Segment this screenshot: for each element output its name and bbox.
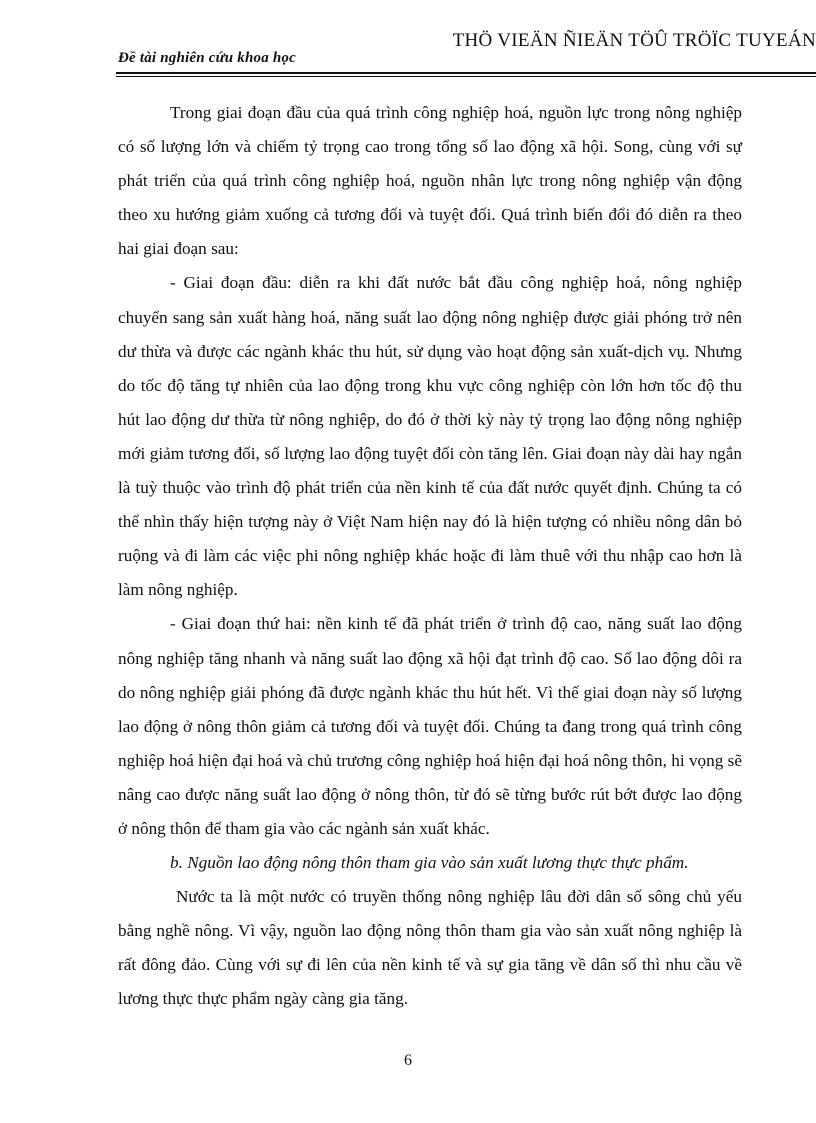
paragraph-stage-two: - Giai đoạn thứ hai: nền kinh tế đã phát triển ở trình độ cao, năng suất lao động nông nghiệp tăng nhanh và năng suất lao động xã hội đạt trình độ cao. Số lao động dôi ra do nông nghiệp giải phóng đã được ngành khác thu hút hết. Vì thế giai đoạn này số lượng lao động ở nông thôn giảm cả tương đối và tuyệt đối. Chúng ta đang trong quá trình công nghiệp hoá hiện đại hoá và chủ trương công nghiệp hoá hiện đại hoá nông thôn, hi vọng sẽ nâng cao được năng suất lao động ở nông thôn, từ đó sẽ từng bước rút bớt được lao động ở nông thôn để tham gia vào các ngành sản xuất khác. <box>118 614 742 838</box>
page-number: 6 <box>404 1052 412 1069</box>
header-document-title: Đề tài nghiên cứu khoa học <box>118 50 296 66</box>
header-divider <box>116 72 816 77</box>
section-heading-b: b. Nguồn lao động nông thôn tham gia vào sản xuất lương thực thực phẩm. <box>170 853 689 873</box>
page-body <box>118 96 742 1017</box>
paragraph-stage-one: - Giai đoạn đầu: diễn ra khi đất nước bắt đầu công nghiệp hoá, nông nghiệp chuyển sang sản xuất hàng hoá, năng suất lao động nông nghiệp được giải phóng trở nên dư thừa và được các ngành khác thu hút, sử dụng vào hoạt động sản xuất-dịch vụ. Nhưng do tốc độ tăng tự nhiên của lao động trong khu vực công nghiệp còn lớn hơn tốc độ thu hút lao động dư thừa từ nông nghiệp, do đó ở thời kỳ này tỷ trọng lao động nông nghiệp mới giảm tương đối, số lượng lao động tuyệt đối còn tăng lên. Giai đoạn này dài hay ngắn là tuỳ thuộc vào trình độ phát triển của nền kinh tế của đất nước quyết định. Chúng ta có thể nhìn thấy hiện tượng này ở Việt Nam hiện nay đó là hiện tượng có nhiều nông dân bỏ ruộng và đi làm các việc phi nông nghiệp khác hoặc đi làm thuê với thu nhập cao hơn là làm nông nghiệp. <box>118 273 742 600</box>
header-library-title: THÖ VIEÄN ÑIEÄN TÖÛ TRÖÏC TUYEÁN <box>452 30 816 51</box>
paragraph-intro: Trong giai đoạn đầu của quá trình công nghiệp hoá, nguồn lực trong nông nghiệp có số lượng lớn và chiếm tỷ trọng cao trong tổng số lao động xã hội. Song, cùng với sự phát triển của quá trình công nghiệp hoá, nguồn nhân lực trong nông nghiệp vận động theo xu hướng giảm xuống cả tương đối và tuyệt đối. Quá trình biến đổi đó diễn ra theo hai giai đoạn sau: <box>118 103 742 259</box>
paragraph-rural-labor: Nước ta là một nước có truyền thống nông nghiệp lâu đời dân số sông chủ yếu bằng nghề nông. Vì vậy, nguồn lao động nông thôn tham gia vào sản xuất nông nghiệp là rất đông đảo. Cùng với sự đi lên của nền kinh tế và sự gia tăng về dân số thì nhu cầu về lương thực thực phẩm ngày càng gia tăng. <box>118 887 742 1009</box>
